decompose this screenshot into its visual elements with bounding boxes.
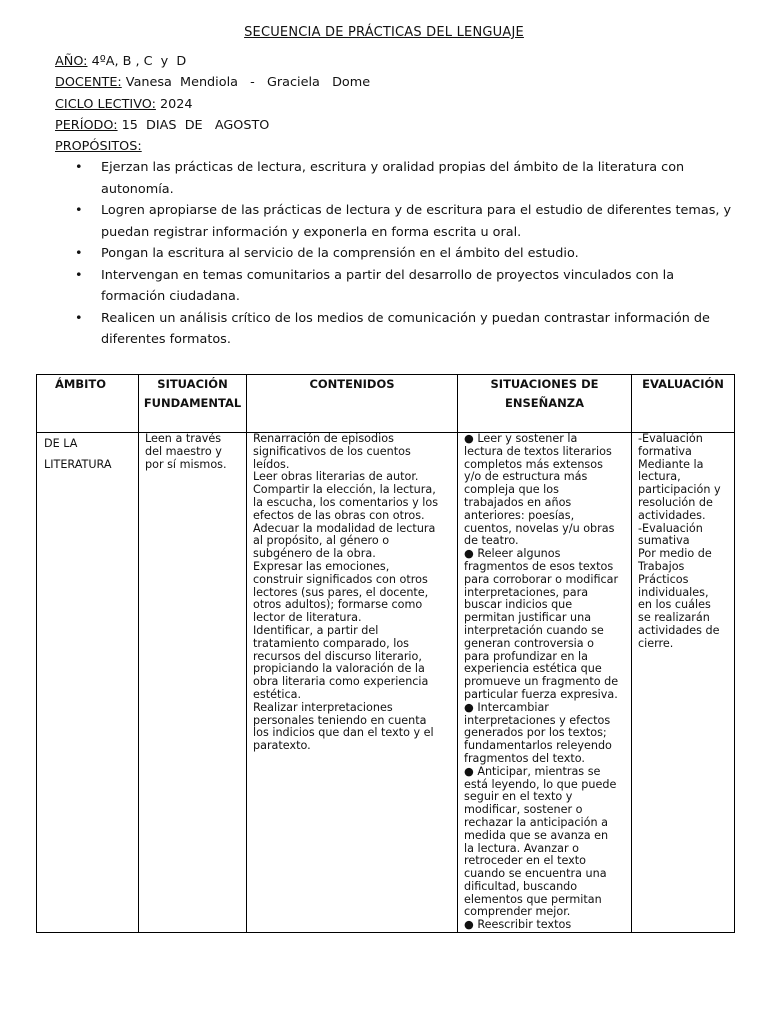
header-contenidos: CONTENIDOS (247, 375, 458, 433)
propositos-line (55, 139, 142, 154)
table-row (37, 433, 735, 933)
bullet-icon: • (75, 160, 83, 175)
docente-value: Vanesa Mendiola - Graciela Dome (121, 75, 371, 90)
anio-line (55, 54, 186, 69)
docente-line (55, 75, 370, 90)
table-header-row (37, 375, 735, 433)
bullet-icon: • (75, 310, 83, 326)
proposito-text: Pongan la escritura al servicio de la comprensión en el ámbito del estudio. (101, 246, 579, 261)
anio-label: AÑO: (55, 54, 88, 69)
ciclo-label: CICLO LECTIVO: (55, 97, 156, 112)
cell-ensenanza: ● Leer y sostener la lectura de textos literarios completos más extensos y/o de estructura más compleja que los trabajados en años anteriores: poesías, cuentos, novelas y/u obras de teatro. ● Releer algunos fragmentos de esos textos para corroborar o modificar interpretaciones, para buscar indicios que permitan justificar una interpretación cuando se generan controversia o para profundizar en la experiencia estética que promueve un fragmento de particular fuerza expresiva. ● Intercambiar interpretaciones y efectos generados por los textos; fundamentarlos releyendo fragmentos del texto. ● Anticipar, mientras se está leyendo, lo que puede seguir en el texto y modificar, sostener o rechazar la anticipación a medida que se avanza en la lectura. Avanzar o retroceder en el texto cuando se encuentra una dificultad, buscando elementos que permitan comprender mejor. ● Reescribir textos (458, 433, 632, 933)
docente-label: DOCENTE: (55, 75, 122, 90)
periodo-line (55, 118, 269, 133)
proposito-item (55, 265, 735, 308)
cell-contenidos: Renarración de episodios significativos de los cuentos leídos. Leer obras literarias de autor. Compartir la elección, la lectura, la escucha, los comentarios y los efectos de las obras con otros. Adecuar la modalidad de lectura al propósito, al género o subgénero de la obra. Expresar las emociones, construir significados con otros lectores (sus pares, el docente, otros adultos); formarse como lector de literatura. Identificar, a partir del tratamiento comparado, los recursos del discurso literario, propiciando la valoración de la obra literaria como experiencia estética. Realizar interpretaciones personales teniendo en cuenta los indicios que dan el texto y el paratexto. (247, 433, 458, 933)
document-title: SECUENCIA DE PRÁCTICAS DEL LENGUAJE (244, 25, 524, 40)
header-ensenanza: SITUACIONES DE ENSEÑANZA (458, 375, 632, 433)
ciclo-value: 2024 (155, 97, 193, 112)
bullet-icon: • (75, 267, 83, 283)
cell-situacion: Leen a través del maestro y por sí mismos. (139, 433, 247, 933)
bullet-icon: • (75, 203, 83, 218)
header-evaluacion: EVALUACIÓN (632, 375, 735, 433)
header-situacion: SITUACIÓN FUNDAMENTAL (139, 375, 247, 433)
propositos-list (55, 157, 735, 351)
proposito-text: Ejerzan las prácticas de lectura, escritura y oralidad propias del ámbito de la literatura con autonomía. (101, 160, 685, 197)
cell-ambito: DE LA LITERATURA (37, 433, 139, 933)
proposito-item (55, 243, 735, 265)
periodo-value: 15 DIAS DE AGOSTO (117, 118, 270, 133)
proposito-text: Realicen un análisis crítico de los medios de comunicación y puedan contrastar información de diferentes formatos. (101, 310, 710, 347)
periodo-label: PERÍODO: (55, 118, 118, 133)
propositos-label: PROPÓSITOS: (55, 139, 142, 154)
header-ambito: ÁMBITO (37, 375, 139, 433)
proposito-item (55, 157, 735, 200)
proposito-item (55, 200, 735, 243)
proposito-item (55, 308, 735, 351)
ciclo-line (55, 97, 193, 112)
proposito-text: Intervengan en temas comunitarios a partir del desarrollo de proyectos vinculados con la formación ciudadana. (101, 267, 675, 304)
proposito-text: Logren apropiarse de las prácticas de lectura y de escritura para el estudio de diferentes temas, y puedan registrar información y exponerla en forma escrita u oral. (101, 203, 732, 240)
cell-evaluacion: -Evaluación formativa Mediante la lectura, participación y resolución de actividades. -Evaluación sumativa Por medio de Trabajos Prácticos individuales, en los cuáles se realizarán actividades de cierre. (632, 433, 735, 933)
sequence-table (36, 374, 735, 933)
anio-value: 4ºA, B , C y D (87, 54, 187, 69)
bullet-icon: • (75, 246, 83, 261)
